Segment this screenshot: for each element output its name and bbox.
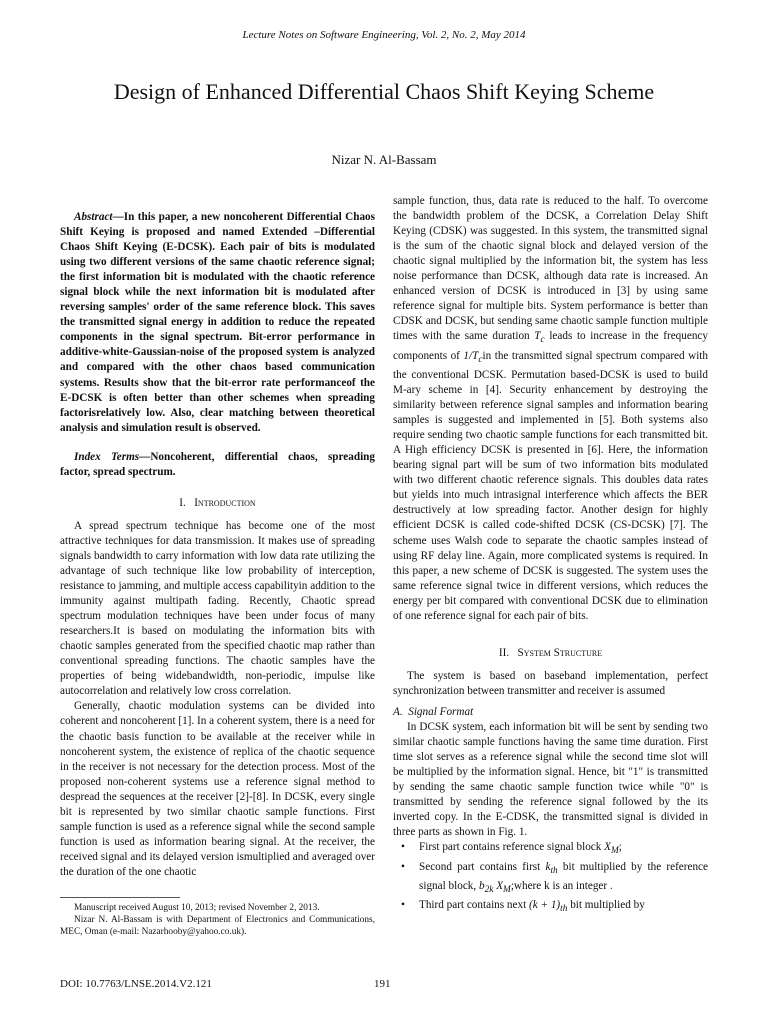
section-number: II. bbox=[498, 646, 510, 659]
math-tc: $T_c$ bbox=[534, 330, 545, 346]
left-column bbox=[60, 210, 375, 880]
math-xm: $X_M$ bbox=[604, 841, 619, 857]
footnote-manuscript: Manuscript received August 10, 2013; revised November 2, 2013. bbox=[74, 903, 320, 913]
abstract-label: Abstract bbox=[74, 211, 113, 223]
intro-paragraph-3 bbox=[393, 194, 708, 624]
paper-title: Design of Enhanced Differential Chaos Shift Keying Scheme bbox=[113, 79, 655, 104]
intro-paragraph-2: Generally, chaotic modulation systems can be divided into coherent and noncoherent [1]. In a coherent system, there is a need for the chaotic basis function to be available at the receiver while in noncoherent system, the existence of replica of the chaotic sequence in the receiver is not necessary for the detection process. Most of the proposed non-coherent systems use a reference signal method to despread the sequences at the receiver [2]-[8]. In DCSK, every single bit is represented by two similar chaotic sample functions. First sample function is used as a reference signal while the second sample function is used as information bearing signal. At the receiver, the received signal and its delayed version ismultiplied and averaged over the duration of the one chaotic bbox=[60, 700, 375, 878]
index-terms bbox=[60, 450, 375, 480]
math-k1th: $(k + 1)_{th}$ bbox=[528, 899, 568, 915]
footnote-divider bbox=[60, 897, 180, 898]
bullet-list bbox=[393, 840, 708, 917]
text-run: in the transmitted signal spectrum compared with the conventional DCSK. Permutation based-DCSK is used to build M-ary scheme in [4]. Security enhancement by destroying the similarity between reference signal samples and information bearing samples is suggested and implemented in [5]. Both systems also require sending two chaotic sample functions for each transmitted bit. A High efficiency DCSK is presented in [6]. Here, the information bearing signal part will be sum of two information bits modulated with two different chaotic reference signals. This doubles data rates but yields into much intrasignal interference which affects the BER destructively at low spreading factor. Another design for highly efficient DCSK is called code-shifted DCSK (CS-DCSK) [7]. The scheme uses Walsh code to separate the chaotic samples instead of using RF delay line. Again, more complicated systems is required. In this paper, a new scheme of DCSK is suggested. The system uses the same reference signal twice in different versions, which reduces the energy per bit compared with conventional DCSK due to elimination of one reference signal for each pair of bits. bbox=[393, 349, 708, 622]
text-run: leads to increase in the frequency components of bbox=[393, 330, 708, 362]
system-paragraph-2: In DCSK system, each information bit will be sent by sending two similar chaotic sample functions having the same time duration. First time slot serves as a reference signal while the second time slot will be multiplied by the information signal. Hence, bit "1" is transmitted by sending the same chaotic sample function twice while "0" is transmitted by sending the reference signal followed by the its inverted copy. In the E-CDSK, the transmitted signal is divided in three parts as shown in Fig. 1. bbox=[393, 720, 708, 839]
text-run: sample function, thus, data rate is reduced to the half. To overcome the bandwidth problem of the DCSK, a Correlation Delay Shift Keying (CDSK) was suggested. In this system, the transmitted signal is the sum of the chaotic signal block and delayed version of the chaotic signal multiplied by the information bit, the system has less noise performance than DCSK, although data rate is increased. An enhanced version of DCSK is introduced in [3] by using same reference signal for multiple bits. System performance is better than CDSK and DCSK, but sending same chaotic sample function multiple times with the same duration bbox=[393, 195, 708, 343]
index-terms-label: Index Terms bbox=[74, 450, 140, 463]
doi: DOI: 10.7763/LNSE.2014.V2.121 bbox=[60, 978, 212, 990]
abstract bbox=[60, 210, 375, 436]
intro-paragraph-1: A spread spectrum technique has become one of the most attractive techniques for data transmission. It makes use of spreading signals bandwidth to carry information with low data rate utilizing the advantage of such technique like low probability of interception, resistance to jamming, and multiple access capabilityin addition to the immunity against multipath fading. Recently, Chaotic spread spectrum modulation techniques have been under focus of many researchers.It is based on modulating the information bits with chaotic samples generated from the specified chaotic map rather than conventional spreading functions. The chaotic samples have the properties of being widebandwidth, non-periodic, impulse like autocorrelation and relatively low cross correlation. bbox=[60, 519, 375, 698]
math-kth: $k_{th}$ bbox=[545, 860, 558, 876]
subsection-label: A. bbox=[393, 705, 403, 718]
section-title: System Structure bbox=[517, 646, 603, 659]
page-number: 191 bbox=[374, 978, 391, 990]
bullet-item-3: • Third part contains next $(k + 1)_{th}$ bit multiplied by bbox=[393, 898, 708, 917]
section-heading-system-structure bbox=[393, 646, 708, 661]
math-inv-tc: $1/T_c$ bbox=[463, 349, 483, 365]
section-title: Introduction bbox=[194, 496, 256, 509]
section-heading-introduction bbox=[60, 496, 375, 511]
bullet-item-2: • Second part contains first $k_{th}$ bit multiplied by the reference signal block, $b_{2k}$ $X_M;where$ k is an integer . bbox=[393, 860, 708, 899]
abstract-text: —In this paper, a new noncoherent Differential Chaos Shift Keying is proposed and named Extended –Differential Chaos Shift Keying (E-DCSK). Each pair of bits is modulated using two different versions of the same chaotic reference signal; the first information bit is modulated with the chaotic reference signal block while the next information bit is modulated after reversing samples' order of the same reference block. This saves the transmitted signal energy in addition to reduce the repeated components in the signal spectrum. Bit-error performance in additive-white-Gaussian-noise of the proposed system is analyzed and compared with the other chaos based communication systems. Results show that the bit-error rate performanceof the E-DCSK is often better than other schemes when spreading factorisrelatively low. Also, clear matching between theoretical analysis and simulation result is observed. bbox=[60, 211, 375, 434]
subsection-title: Signal Format bbox=[408, 705, 474, 718]
index-terms-text: —Noncoherent, differential chaos, spreading factor, spread spectrum. bbox=[60, 450, 375, 478]
footnote-author-affiliation: Nizar N. Al-Bassam is with Department of Electronics and Communications, MEC, Oman (e-mail: Nazarhooby@yahoo.co.uk). bbox=[60, 915, 375, 937]
system-paragraph-1: The system is based on baseband implementation, perfect synchronization between transmitter and receiver is assumed bbox=[393, 669, 708, 697]
right-column bbox=[393, 194, 708, 917]
author-name: Nizar N. Al-Bassam bbox=[331, 152, 437, 167]
journal-header: Lecture Notes on Software Engineering, Vol. 2, No. 2, May 2014 bbox=[242, 29, 526, 41]
section-number: I. bbox=[179, 496, 186, 509]
subsection-heading-signal-format bbox=[393, 705, 708, 720]
footnotes bbox=[60, 902, 375, 938]
bullet-item-1: • First part contains reference signal block $X_M$; bbox=[393, 840, 708, 859]
math-b2k-xm: $b_{2k}$ $X_M$ bbox=[478, 879, 511, 896]
